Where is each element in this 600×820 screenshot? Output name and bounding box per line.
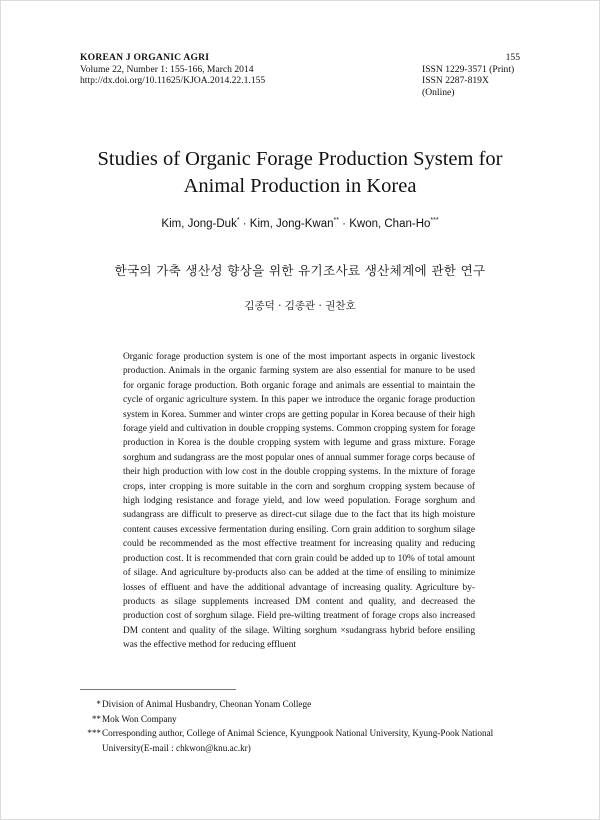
header-left [80,52,265,87]
footnotes [80,697,522,755]
footnote-mark: *** [87,728,101,739]
footnote-text: Division of Animal Husbandry, Cheonan Yonam College [102,699,312,709]
korean-authors: 김종덕 · 김종관 · 권찬호 [244,300,356,312]
korean-title: 한국의 가축 생산성 향상을 위한 유기조사료 생산체계에 관한 연구 [114,263,486,278]
author-separator: · [338,217,350,230]
author-mark: * [236,217,240,224]
volume-info: Volume 22, Number 1: 155-166, March 2014 [80,63,254,75]
author-mark: *** [430,217,439,224]
author-name: Kim, Jong-Kwan [249,217,334,230]
title-line-2: Animal Production in Korea [183,175,417,197]
page-number: 155 [505,52,520,63]
abstract-text: Organic forage production system is one of the most important aspects in organic livestock production. Animals in the organic farming system are also essential for manure to be used for organic forage production. Both organic forage and animals are essential to maintain the cycle of organic agriculture system. In this paper we introduce the organic forage production system in Korea. Summer and winter crops are getting popular in Korea because of their high forage yield and cultivation in double cropping systems. Common cropping system for forage production in Korea is the double cropping system with legume and grass mixture. Forage sorghum and sudangrass are the most popular ones of annual summer forage corps because of their high production with low cost in the double cropping systems. In the mixture of forage crops, inter cropping is more suitable in the corn and sorghum cropping system because of high lodging resistance and forage yield, and low weed population. Forage sorghum and sudangrass are difficult to preserve as direct-cut silage due to the fact that its high moisture content causes excessive fermentation during ensiling. Corn grain addition to sorghum silage could be recommended as the most effective treatment for increasing quality and reducing production cost. It is recommended that corn grain could be added up to 10% of total amount of silage. And agriculture by-products also can be added at the time of ensiling to minimize losses of effluent and have the additional advantage of increasing quality. Agriculture by-products as silage supplements increased DM content and quality, and decreased the production cost of sorghum silage. Field pre-wilting treatment of forage crops also increased DM content and quality of the silage. Wilting sorghum ×sudangrass hybrid before ensiling was the effective method for reducing effluent [123,352,475,651]
issn-online: ISSN 2287-819X (Online) [422,75,489,98]
title-line-1: Studies of Organic Forage Production System for [97,148,503,170]
footnote-text: Corresponding author, College of Animal Science, Kyungpook National University, Kyung-Pook National University(E-mail : chkwon@knu.ac.kr) [102,728,494,753]
doi-link[interactable]: http://dx.doi.org/10.11625/KJOA.2014.22.1.155 [80,75,266,86]
paper-title [60,146,540,200]
footnote-item [80,726,522,755]
issn-block [422,64,520,99]
author-mark: ** [333,217,339,224]
footnote-item [80,712,522,727]
author-name: Kim, Jong-Duk [161,217,237,230]
author-list [60,217,540,230]
footnote-mark: * [96,699,101,709]
footnote-item [80,697,522,712]
footnote-mark: ** [91,713,101,724]
author-name: Kwon, Chan-Ho [349,217,431,230]
footnote-text: Mok Won Company [102,713,177,724]
journal-name: KOREAN J ORGANIC AGRI [80,52,210,63]
author-separator: · [239,217,250,230]
issn-print: ISSN 1229-3571 (Print) [422,63,515,75]
footnote-rule [80,689,236,690]
